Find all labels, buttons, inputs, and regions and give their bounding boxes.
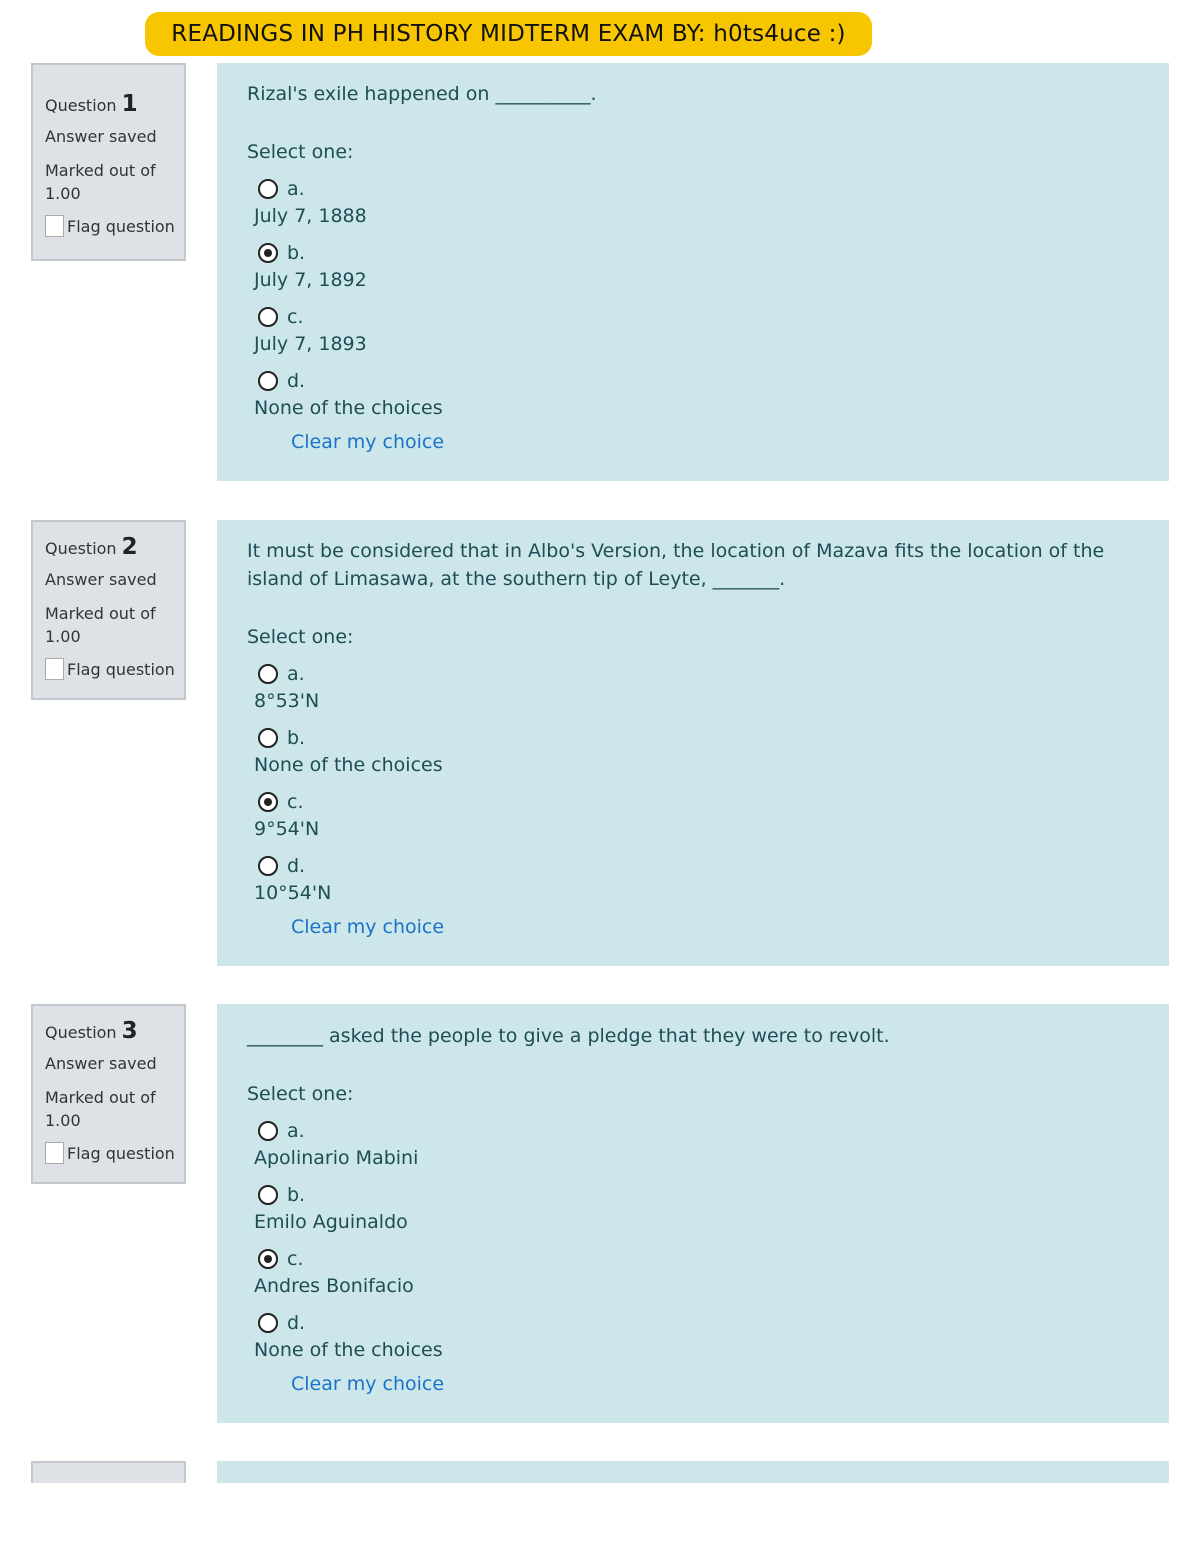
radio-icon[interactable] bbox=[258, 371, 278, 391]
question-text: Rizal's exile happened on __________. bbox=[247, 83, 597, 105]
exam-title-banner: READINGS IN PH HISTORY MIDTERM EXAM BY: h0ts4uce :) bbox=[145, 12, 872, 56]
radio-icon[interactable] bbox=[258, 1313, 278, 1333]
radio-icon[interactable] bbox=[258, 1185, 278, 1205]
question-text: It must be considered that in Albo's Version, the location of Mazava fits the location of the island of Limasawa, at the southern tip of Leyte, _______. bbox=[247, 540, 1105, 590]
question-info-1 bbox=[31, 63, 186, 261]
select-one-prompt: Select one: bbox=[247, 626, 354, 648]
question-info-4-partial bbox=[31, 1461, 186, 1483]
option-a[interactable]: a. July 7, 1888 bbox=[254, 177, 367, 227]
select-one-prompt: Select one: bbox=[247, 141, 354, 163]
flag-checkbox[interactable] bbox=[45, 658, 64, 680]
radio-icon[interactable] bbox=[258, 728, 278, 748]
clear-my-choice-link[interactable]: Clear my choice bbox=[291, 431, 445, 453]
flag-question-button[interactable]: Flag question bbox=[45, 658, 184, 680]
option-c[interactable]: c. July 7, 1893 bbox=[254, 305, 367, 355]
radio-icon[interactable] bbox=[258, 1121, 278, 1141]
question-info-3 bbox=[31, 1004, 186, 1184]
question-number: Question 1 bbox=[45, 91, 138, 117]
question-text: ________ asked the people to give a pledge that they were to revolt. bbox=[247, 1025, 890, 1047]
answer-state: Answer saved bbox=[45, 1054, 157, 1073]
answer-state: Answer saved bbox=[45, 570, 157, 589]
option-d[interactable]: d. None of the choices bbox=[254, 1311, 443, 1361]
clear-my-choice-link[interactable]: Clear my choice bbox=[291, 916, 445, 938]
radio-selected-icon[interactable] bbox=[258, 792, 278, 812]
select-one-prompt: Select one: bbox=[247, 1083, 354, 1105]
flag-question-button[interactable]: Flag question bbox=[45, 215, 184, 237]
marked-out-of: Marked out of 1.00 bbox=[45, 1088, 156, 1130]
question-card-4-partial bbox=[217, 1461, 1169, 1483]
option-c[interactable]: c. Andres Bonifacio bbox=[254, 1247, 414, 1297]
question-number: Question 2 bbox=[45, 534, 138, 560]
answer-state: Answer saved bbox=[45, 127, 157, 146]
radio-icon[interactable] bbox=[258, 664, 278, 684]
radio-selected-icon[interactable] bbox=[258, 1249, 278, 1269]
option-b[interactable]: b. July 7, 1892 bbox=[254, 241, 367, 291]
marked-out-of: Marked out of 1.00 bbox=[45, 161, 156, 203]
radio-icon[interactable] bbox=[258, 179, 278, 199]
option-d[interactable]: d. None of the choices bbox=[254, 369, 443, 419]
option-a[interactable]: a. Apolinario Mabini bbox=[254, 1119, 419, 1169]
marked-out-of: Marked out of 1.00 bbox=[45, 604, 156, 646]
option-d[interactable]: d. 10°54'N bbox=[254, 854, 332, 904]
radio-icon[interactable] bbox=[258, 856, 278, 876]
radio-selected-icon[interactable] bbox=[258, 243, 278, 263]
question-card-3 bbox=[217, 1004, 1169, 1423]
question-number: Question 3 bbox=[45, 1018, 138, 1044]
option-b[interactable]: b. Emilo Aguinaldo bbox=[254, 1183, 408, 1233]
question-card-1 bbox=[217, 63, 1169, 481]
flag-checkbox[interactable] bbox=[45, 215, 64, 237]
option-c[interactable]: c. 9°54'N bbox=[254, 790, 320, 840]
option-b[interactable]: b. None of the choices bbox=[254, 726, 443, 776]
flag-question-button[interactable]: Flag question bbox=[45, 1142, 184, 1164]
question-info-2 bbox=[31, 520, 186, 700]
option-a[interactable]: a. 8°53'N bbox=[254, 662, 320, 712]
radio-icon[interactable] bbox=[258, 307, 278, 327]
question-card-2 bbox=[217, 520, 1169, 966]
clear-my-choice-link[interactable]: Clear my choice bbox=[291, 1373, 445, 1395]
flag-checkbox[interactable] bbox=[45, 1142, 64, 1164]
